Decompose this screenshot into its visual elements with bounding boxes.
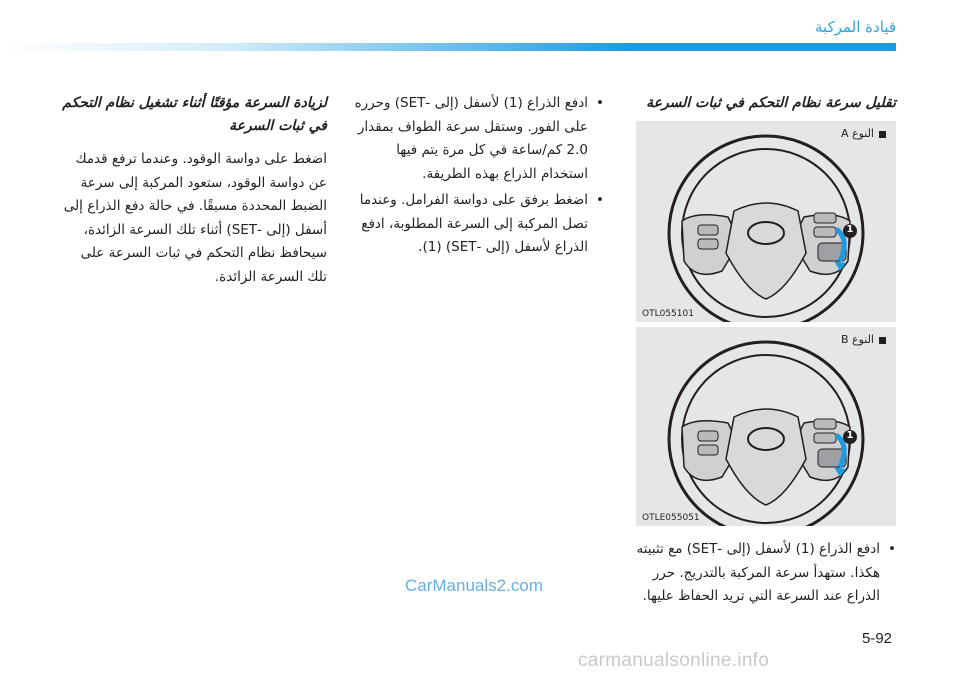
left-paragraph: اضغط على دواسة الوقود. وعندما ترفع قدمك عن دواسة الوقود، ستعود المركبة إلى سرعة الضبط المحددة مسبقًا. في حالة دفع الذراع إلى أسفل (إلى -SET) أثناء تلك السرعة الزائدة، سيحافظ نظام التحكم في ثبات السرعة على تلك السرعة الزائدة. xyxy=(63,151,327,285)
bullet-item: • ادفع الذراع (1) لأسفل (إلى -SET) مع تثبيته هكذا. ستهدأ سرعة المركبة بالتدريج. حرر الذراع عند السرعة التي تريد الحفاظ عليها. xyxy=(634,538,896,609)
figure-a-label-text: النوع A xyxy=(840,127,874,140)
steering-wheel-icon xyxy=(636,121,896,322)
watermark: CarManuals2.com xyxy=(405,576,543,595)
left-column xyxy=(59,92,327,289)
middle-column xyxy=(354,92,604,263)
figure-a-code: OTL055101 xyxy=(642,309,694,319)
figure-type-a xyxy=(636,121,896,322)
figure-type-b xyxy=(636,327,896,526)
right-heading: تقليل سرعة نظام التحكم في ثبات السرعة xyxy=(646,95,896,111)
left-heading: لزيادة السرعة مؤقتًا أثناء تشغيل نظام التحكم في ثبات السرعة xyxy=(62,95,327,134)
figure-b-label-text: النوع B xyxy=(840,333,874,346)
figure-b-code: OTLE055051 xyxy=(642,513,700,523)
bullet-item: • ادفع الذراع (1) لأسفل (إلى -SET) وحرره على الفور. وستقل سرعة الطواف بمقدار 2.0 كم/ساعة في كل مرة يتم فيها استخدام الذراع بهذه الطريقة. xyxy=(354,92,604,186)
page-number: 5-92 xyxy=(862,630,893,647)
steering-wheel-icon xyxy=(636,327,896,526)
callout-1: 1 xyxy=(846,224,854,235)
site-watermark: carmanualsonline.info xyxy=(578,650,770,671)
callout-1: 1 xyxy=(846,430,854,441)
section-title: قيادة المركبة xyxy=(815,18,896,36)
right-bottom-note xyxy=(634,538,896,612)
bullet-item: • اضغط برفق على دواسة الفرامل. وعندما تصل المركبة إلى السرعة المطلوبة، ادفع الذراع لأسفل (إلى -SET) (1). xyxy=(354,189,604,260)
header-accent-bar xyxy=(0,43,896,51)
